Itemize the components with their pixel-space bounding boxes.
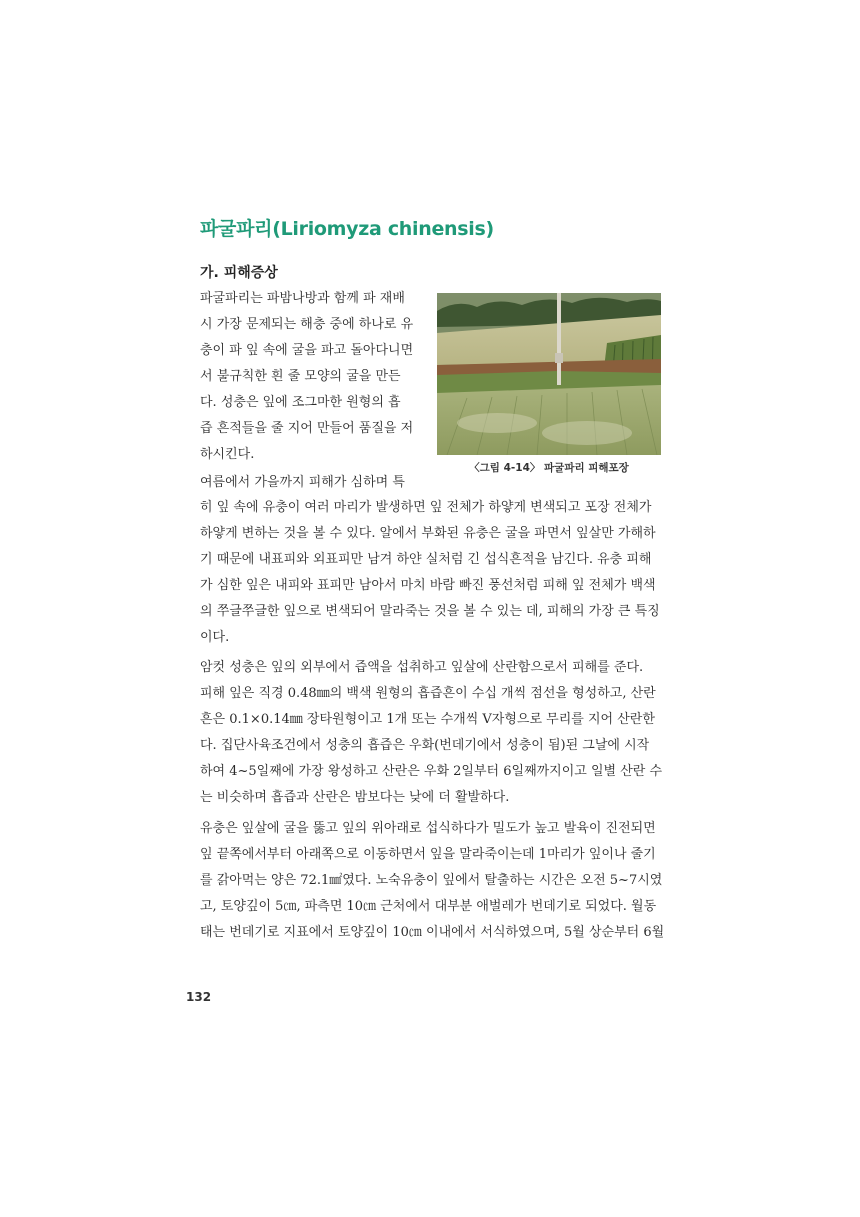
field-damage-photo	[437, 293, 661, 455]
text-line: 여름에서 가을까지 피해가 심하며 특	[200, 475, 405, 490]
text-line: 서 불규칙한 흰 줄 모양의 굴을 만든	[200, 369, 401, 384]
text-line: 파굴파리는 파밤나방과 함께 파 재배	[200, 291, 405, 306]
text-line: 하여 4~5일째에 가장 왕성하고 산란은 우화 2일부터 6일째까지이고 일별 산란 수	[200, 764, 663, 779]
section-heading: 가. 피해증상	[200, 265, 278, 281]
text-line: 다. 집단사육조건에서 성충의 흡즙은 우화(번데기에서 성충이 됨)된 그날에 시작	[200, 738, 650, 753]
text-line: 태는 번데기로 지표에서 토양깊이 10㎝ 이내에서 서식하였으며, 5월 상순부터 6월	[200, 925, 665, 940]
text-line: 히 잎 속에 유충이 여러 마리가 발생하면 잎 전체가 하얗게 변색되고 포장 전체가	[200, 500, 652, 515]
text-line: 시 가장 문제되는 해충 중에 하나로 유	[200, 317, 414, 332]
text-line: 유충은 잎살에 굴을 뚫고 잎의 위아래로 섭식하다가 밀도가 높고 발육이 진전되면	[200, 821, 656, 836]
text-line: 피해 잎은 직경 0.48㎜의 백색 원형의 흡즙흔이 수십 개씩 점선을 형성하고, 산란	[200, 686, 656, 701]
text-line: 를 갉아먹는 양은 72.1㎟였다. 노숙유충이 잎에서 탈출하는 시간은 오전 5~7시였	[200, 873, 663, 888]
text-line: 고, 토양깊이 5㎝, 파측면 10㎝ 근처에서 대부분 애벌레가 번데기로 되었다. 월동	[200, 899, 657, 914]
text-line: 즙 흔적들을 줄 지어 만들어 품질을 저	[200, 421, 414, 436]
text-line: 하얗게 변하는 것을 볼 수 있다. 알에서 부화된 유충은 굴을 파면서 잎살만 가해하	[200, 526, 656, 541]
text-line: 다. 성충은 잎에 조그마한 원형의 흡	[200, 395, 401, 410]
text-line: 잎 끝쪽에서부터 아래쪽으로 이동하면서 잎을 말라죽이는데 1마리가 잎이나 줄기	[200, 847, 656, 862]
figure-caption: 〈그림 4-14〉 파굴파리 피해포장	[469, 462, 629, 474]
text-line: 가 심한 잎은 내피와 표피만 남아서 마치 바람 빠진 풍선처럼 피해 잎 전체가 백색	[200, 578, 656, 593]
text-line: 흔은 0.1×0.14㎜ 장타원형이고 1개 또는 수개씩 V자형으로 무리를 지어 산란한	[200, 712, 655, 727]
page-number: 132	[186, 990, 212, 1004]
text-line: 하시킨다.	[200, 447, 255, 462]
text-line: 는 비슷하며 흡즙과 산란은 밤보다는 낮에 더 활발하다.	[200, 790, 510, 805]
text-line: 충이 파 잎 속에 굴을 파고 돌아다니면	[200, 343, 414, 358]
text-line: 암컷 성충은 잎의 외부에서 즙액을 섭취하고 잎살에 산란함으로서 피해를 준다.	[200, 660, 644, 675]
text-line: 의 쭈글쭈글한 잎으로 변색되어 말라죽는 것을 볼 수 있는 데, 피해의 가장 큰 특징	[200, 604, 660, 619]
page-title: 파굴파리(Liriomyza chinensis)	[200, 218, 494, 240]
text-line: 이다.	[200, 630, 230, 645]
text-line: 기 때문에 내표피와 외표피만 남겨 하얀 실처럼 긴 섭식흔적을 남긴다. 유충 피해	[200, 552, 652, 567]
